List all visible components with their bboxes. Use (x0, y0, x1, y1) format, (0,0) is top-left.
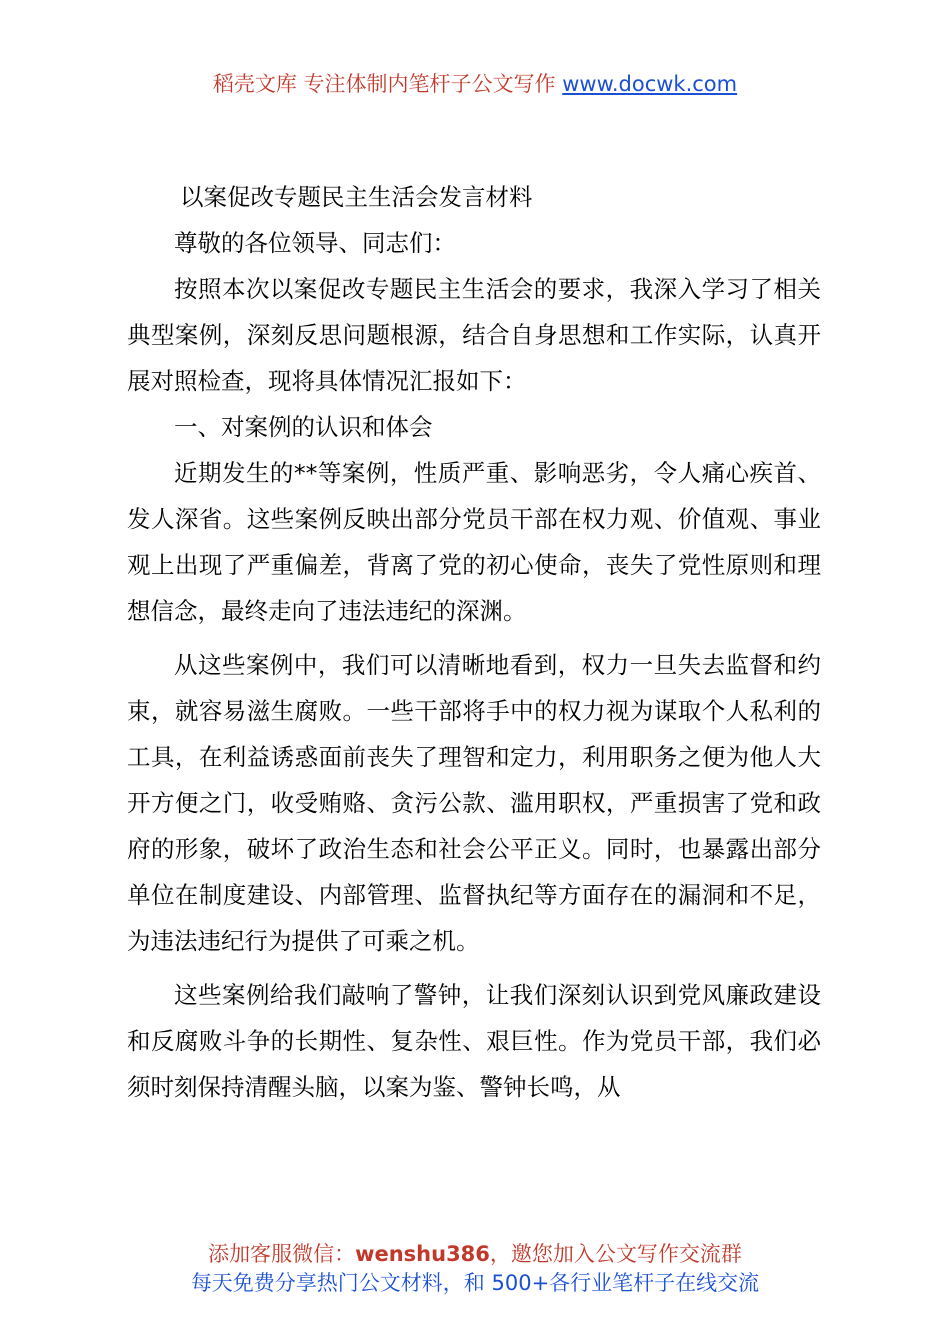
footer-promo-line: 每天免费分享热门公文材料，和 500+各行业笔杆子在线交流 (190, 1271, 760, 1295)
wechat-id: wenshu386 (355, 1242, 490, 1266)
intro-paragraph: 按照本次以案促改专题民主生活会的要求，我深入学习了相关典型案例，深刻反思问题根源，结合自身思想和工作实际，认真开展对照检查，现将具体情况汇报如下： (127, 275, 821, 395)
header-brand: 稻壳文库 专注体制内笔杆子公文写作 (212, 72, 556, 96)
footer-contact-line (0, 1240, 950, 1269)
paragraph: 这些案例给我们敲响了警钟，让我们深刻认识到党风廉政建设和反腐败斗争的长期性、复杂性、艰巨性。作为党员干部，我们必须时刻保持清醒头脑，以案为鉴、警钟长鸣，从 (127, 981, 821, 1101)
document-body (127, 174, 821, 1110)
document-title: 以案促改专题民主生活会发言材料 (180, 183, 533, 211)
section-heading: 一、对案例的认识和体会 (174, 413, 433, 441)
page-footer (0, 1240, 950, 1298)
footer-contact-suffix: ，邀您加入公文写作交流群 (489, 1242, 742, 1266)
paragraph: 近期发生的**等案例，性质严重、影响恶劣，令人痛心疾首、发人深省。这些案例反映出部分党员干部在权力观、价值观、事业观上出现了严重偏差，背离了党的初心使命，丧失了党性原则和理想信念，最终走向了违法违纪的深渊。 (127, 459, 821, 625)
paragraph: 从这些案例中，我们可以清晰地看到，权力一旦失去监督和约束，就容易滋生腐败。一些干部将手中的权力视为谋取个人私利的工具，在利益诱惑面前丧失了理智和定力，利用职务之便为他人大开方便之门，收受贿赂、贪污公款、滥用职权，严重损害了党和政府的形象，破坏了政治生态和社会公平正义。同时，也暴露出部分单位在制度建设、内部管理、监督执纪等方面存在的漏洞和不足，为违法违纪行为提供了可乘之机。 (127, 651, 821, 955)
salutation: 尊敬的各位领导、同志们： (174, 229, 456, 257)
footer-contact-prefix: 添加客服微信： (208, 1242, 356, 1266)
page-header (0, 70, 950, 98)
header-url-link[interactable]: www.docwk.com (562, 72, 738, 96)
